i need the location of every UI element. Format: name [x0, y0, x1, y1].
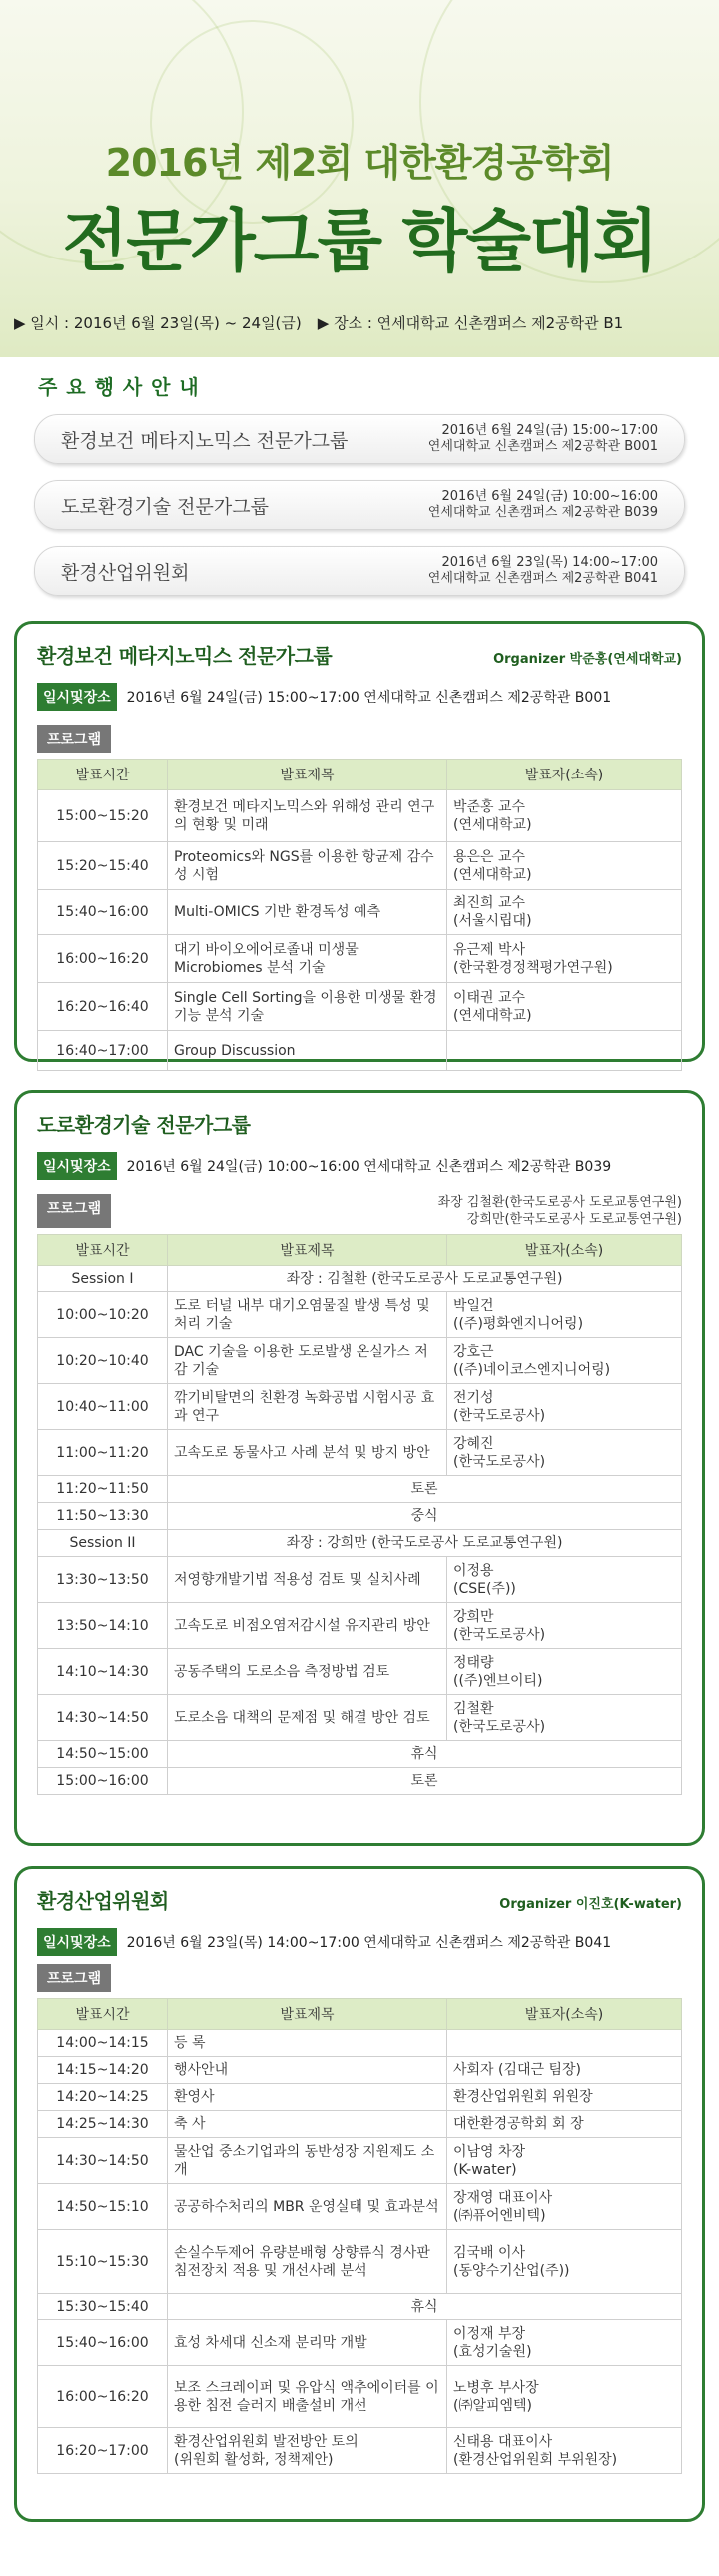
table-row [38, 2366, 682, 2428]
row-title: 축 사 [168, 2111, 447, 2138]
table-row [38, 2320, 682, 2366]
table-row [38, 2184, 682, 2230]
schedule-tag: 일시및장소 [37, 1152, 117, 1180]
col-title-header: 발표제목 [168, 1999, 447, 2030]
row-time: 10:00~10:20 [38, 1292, 168, 1338]
row-title: 공동주택의 도로소음 측정방법 검토 [168, 1649, 447, 1695]
row-speaker: 노병후 부사장 (㈜알피엠텍) [447, 2366, 682, 2428]
row-note: 토론 [168, 1768, 682, 1795]
row-title: 등 록 [168, 2030, 447, 2057]
row-time: 14:30~14:50 [38, 2138, 168, 2184]
table-row [38, 1741, 682, 1768]
row-title: 공공하수처리의 MBR 운영실태 및 효과분석 [168, 2184, 447, 2230]
section-chairs [438, 1194, 682, 1228]
section-title: 도로환경기술 전문가그룹 [37, 1113, 251, 1137]
col-speaker-header: 발표자(소속) [447, 760, 682, 790]
row-time: Session I [38, 1266, 168, 1292]
table-row [38, 2057, 682, 2084]
row-time: 14:10~14:30 [38, 1649, 168, 1695]
row-note: 휴식 [168, 2294, 682, 2320]
row-time: 15:20~15:40 [38, 842, 168, 890]
table-row [38, 1476, 682, 1503]
row-speaker: 박준홍 교수 (연세대학교) [447, 790, 682, 842]
row-speaker: 용은은 교수 (연세대학교) [447, 842, 682, 890]
main-event-name: 환경산업위원회 [61, 561, 190, 584]
row-title: 환경산업위원회 발전방안 토의 (위원회 활성화, 정책제안) [168, 2428, 447, 2474]
schedule-tag: 일시및장소 [37, 1928, 117, 1956]
section-organizer: Organizer 이진호(K-water) [499, 1897, 682, 1912]
row-time: 16:00~16:20 [38, 935, 168, 983]
table-row [38, 1649, 682, 1695]
table-row [38, 842, 682, 890]
table-row [38, 1292, 682, 1338]
main-event-item[interactable] [34, 546, 685, 596]
chair-2: 강희만(한국도로공사 도로교통연구원) [466, 1212, 682, 1227]
row-title: 깎기비탈면의 친환경 녹화공법 시험시공 효과 연구 [168, 1384, 447, 1430]
main-event-place: 연세대학교 신촌캠퍼스 제2공학관 B041 [427, 571, 658, 586]
row-speaker: 이태권 교수 (연세대학교) [447, 983, 682, 1031]
row-time: 13:50~14:10 [38, 1603, 168, 1649]
table-row [38, 1530, 682, 1557]
table-row [38, 790, 682, 842]
section-title: 환경산업위원회 [37, 1889, 169, 1913]
program-tag: 프로그램 [37, 1964, 111, 1992]
row-note: 중식 [168, 1503, 682, 1530]
row-speaker [447, 1031, 682, 1071]
row-title: 환경보건 메타지노믹스와 위해성 관리 연구의 현황 및 미래 [168, 790, 447, 842]
section-title: 환경보건 메타지노믹스 전문가그룹 [37, 644, 333, 668]
row-time: 13:30~13:50 [38, 1557, 168, 1603]
col-title-header: 발표제목 [168, 760, 447, 790]
main-event-when [428, 489, 658, 521]
row-speaker: 환경산업위원회 위원장 [447, 2084, 682, 2111]
row-note: 좌장 : 김철환 (한국도로공사 도로교통연구원) [168, 1266, 682, 1292]
main-event-item[interactable] [34, 480, 685, 530]
table-row [38, 1768, 682, 1795]
row-time: 10:40~11:00 [38, 1384, 168, 1430]
row-speaker [447, 2030, 682, 2057]
row-title: 저영향개발기법 적용성 검토 및 실치사례 [168, 1557, 447, 1603]
main-event-name: 환경보건 메타지노믹스 전문가그룹 [61, 429, 349, 452]
main-event-date: 2016년 6월 23일(목) 14:00~17:00 [441, 555, 658, 570]
row-time: Session II [38, 1530, 168, 1557]
table-row [38, 1430, 682, 1476]
main-event-date: 2016년 6월 24일(금) 15:00~17:00 [441, 423, 658, 438]
table-row [38, 1266, 682, 1292]
row-title: Group Discussion [168, 1031, 447, 1071]
row-speaker: 전기성 (한국도로공사) [447, 1384, 682, 1430]
row-speaker: 강혜진 (한국도로공사) [447, 1430, 682, 1476]
section-schedule [37, 1152, 682, 1180]
schedule-text: 2016년 6월 23일(목) 14:00~17:00 연세대학교 신촌캠퍼스 제2공학관 B041 [126, 1935, 612, 1951]
col-speaker-header: 발표자(소속) [447, 1999, 682, 2030]
row-time: 14:25~14:30 [38, 2111, 168, 2138]
main-event-date: 2016년 6월 24일(금) 10:00~16:00 [441, 489, 658, 504]
row-time: 10:20~10:40 [38, 1338, 168, 1384]
program-tag: 프로그램 [37, 725, 111, 753]
row-time: 14:20~14:25 [38, 2084, 168, 2111]
main-event-when [428, 423, 658, 455]
row-time: 11:50~13:30 [38, 1503, 168, 1530]
program-table [37, 1234, 682, 1795]
row-speaker: 강호근 ((주)네이코스엔지니어링) [447, 1338, 682, 1384]
row-time: 16:20~17:00 [38, 2428, 168, 2474]
program-table [37, 759, 682, 1071]
row-title: 도로소음 대책의 문제점 및 해결 방안 검토 [168, 1695, 447, 1741]
table-row [38, 890, 682, 935]
table-row [38, 2230, 682, 2294]
col-time-header: 발표시간 [38, 760, 168, 790]
row-title: 고속도로 비점오염저감시설 유지관리 방안 [168, 1603, 447, 1649]
main-event-when [428, 555, 658, 587]
section-metagenomics [14, 621, 705, 1062]
table-row [38, 1031, 682, 1071]
row-speaker: 박일건 ((주)평화엔지니어링) [447, 1292, 682, 1338]
row-time: 15:30~15:40 [38, 2294, 168, 2320]
row-time: 16:00~16:20 [38, 2366, 168, 2428]
row-time: 14:50~15:10 [38, 2184, 168, 2230]
schedule-tag: 일시및장소 [37, 683, 117, 711]
schedule-text: 2016년 6월 24일(금) 15:00~17:00 연세대학교 신촌캠퍼스 제2공학관 B001 [126, 690, 612, 706]
row-time: 15:40~16:00 [38, 2320, 168, 2366]
table-row [38, 2084, 682, 2111]
table-row [38, 1557, 682, 1603]
section-road-environment [14, 1090, 705, 1846]
row-time: 15:00~15:20 [38, 790, 168, 842]
row-title: DAC 기술을 이용한 도로발생 온실가스 저감 기술 [168, 1338, 447, 1384]
row-time: 16:20~16:40 [38, 983, 168, 1031]
table-row [38, 2138, 682, 2184]
row-time: 14:30~14:50 [38, 1695, 168, 1741]
row-time: 14:15~14:20 [38, 2057, 168, 2084]
row-title: 효성 차세대 신소재 분리막 개발 [168, 2320, 447, 2366]
row-speaker: 김철환 (한국도로공사) [447, 1695, 682, 1741]
row-speaker: 이정용 (CSE(주)) [447, 1557, 682, 1603]
row-time: 14:00~14:15 [38, 2030, 168, 2057]
section-schedule [37, 683, 682, 711]
table-row [38, 983, 682, 1031]
event-date-place [14, 312, 713, 333]
table-row [38, 2030, 682, 2057]
row-title: Multi-OMICS 기반 환경독성 예측 [168, 890, 447, 935]
row-time: 11:20~11:50 [38, 1476, 168, 1503]
event-place: ▶ 장소 : 연세대학교 신촌캠퍼스 제2공학관 B1 [317, 314, 624, 332]
poster-header [0, 0, 719, 357]
main-events-title: 주 요 행 사 안 내 [38, 375, 200, 399]
schedule-text: 2016년 6월 24일(금) 10:00~16:00 연세대학교 신촌캠퍼스 제2공학관 B039 [126, 1159, 612, 1175]
row-speaker: 사회자 (김대근 팀장) [447, 2057, 682, 2084]
main-event-name: 도로환경기술 전문가그룹 [61, 495, 269, 518]
table-row [38, 1603, 682, 1649]
row-title: 환영사 [168, 2084, 447, 2111]
program-table [37, 1998, 682, 2474]
row-title: Single Cell Sorting을 이용한 미생물 환경 기능 분석 기술 [168, 983, 447, 1031]
event-subtitle: 2016년 제2회 대한환경공학회 [105, 141, 614, 185]
section-organizer: Organizer 박준홍(연세대학교) [493, 652, 682, 667]
table-row [38, 935, 682, 983]
table-row [38, 2428, 682, 2474]
row-speaker: 김국배 이사 (동양수기산업(주)) [447, 2230, 682, 2294]
row-time: 11:00~11:20 [38, 1430, 168, 1476]
row-time: 16:40~17:00 [38, 1031, 168, 1071]
row-title: Proteomics와 NGS를 이용한 항균제 감수성 시험 [168, 842, 447, 890]
main-event-place: 연세대학교 신촌캠퍼스 제2공학관 B001 [427, 439, 658, 454]
row-speaker: 최진희 교수 (서울시립대) [447, 890, 682, 935]
col-time-header: 발표시간 [38, 1999, 168, 2030]
col-title-header: 발표제목 [168, 1235, 447, 1266]
row-note: 토론 [168, 1476, 682, 1503]
main-events [0, 357, 719, 621]
main-event-item[interactable] [34, 414, 685, 464]
row-time: 14:50~15:00 [38, 1741, 168, 1768]
table-row [38, 1503, 682, 1530]
row-time: 15:00~16:00 [38, 1768, 168, 1795]
row-title: 도로 터널 내부 대기오염물질 발생 특성 및 처리 기술 [168, 1292, 447, 1338]
table-row [38, 2111, 682, 2138]
row-speaker: 강희만 (한국도로공사) [447, 1603, 682, 1649]
row-note: 휴식 [168, 1741, 682, 1768]
row-speaker: 장재영 대표이사 (㈜퓨어엔비텍) [447, 2184, 682, 2230]
row-speaker: 신태용 대표이사 (환경산업위원회 부위원장) [447, 2428, 682, 2474]
row-title: 대기 바이오에어로졸내 미생물 Microbiomes 분석 기술 [168, 935, 447, 983]
row-title: 고속도로 동물사고 사례 분석 및 방지 방안 [168, 1430, 447, 1476]
event-title: 전문가그룹 학술대회 [62, 203, 657, 281]
col-speaker-header: 발표자(소속) [447, 1235, 682, 1266]
table-row [38, 2294, 682, 2320]
row-title: 손실수두제어 유량분배형 상향류식 경사판 침전장치 적용 및 개선사례 분석 [168, 2230, 447, 2294]
row-time: 15:40~16:00 [38, 890, 168, 935]
section-env-industry [14, 1866, 705, 2522]
row-title: 행사안내 [168, 2057, 447, 2084]
event-date: ▶ 일시 : 2016년 6월 23일(목) ~ 24일(금) [14, 314, 302, 332]
program-tag: 프로그램 [37, 1194, 111, 1228]
section-schedule [37, 1928, 682, 1956]
row-speaker: 이정재 부장 (효성기술원) [447, 2320, 682, 2366]
table-row [38, 1384, 682, 1430]
row-speaker: 유근제 박사 (한국환경정책평가연구원) [447, 935, 682, 983]
row-speaker: 대한환경공학회 회 장 [447, 2111, 682, 2138]
row-speaker: 정태량 ((주)엔브이티) [447, 1649, 682, 1695]
main-event-place: 연세대학교 신촌캠퍼스 제2공학관 B039 [427, 505, 658, 520]
row-speaker: 이남영 차장 (K-water) [447, 2138, 682, 2184]
table-row [38, 1695, 682, 1741]
col-time-header: 발표시간 [38, 1235, 168, 1266]
row-time: 15:10~15:30 [38, 2230, 168, 2294]
row-note: 좌장 : 강희만 (한국도로공사 도로교통연구원) [168, 1530, 682, 1557]
chair-1: 좌장 김철환(한국도로공사 도로교통연구원) [437, 1195, 682, 1210]
row-title: 보조 스크레이퍼 및 유압식 액추에이터를 이용한 침전 슬러지 배출설비 개선 [168, 2366, 447, 2428]
table-row [38, 1338, 682, 1384]
row-title: 물산업 중소기업과의 동반성장 지원제도 소개 [168, 2138, 447, 2184]
